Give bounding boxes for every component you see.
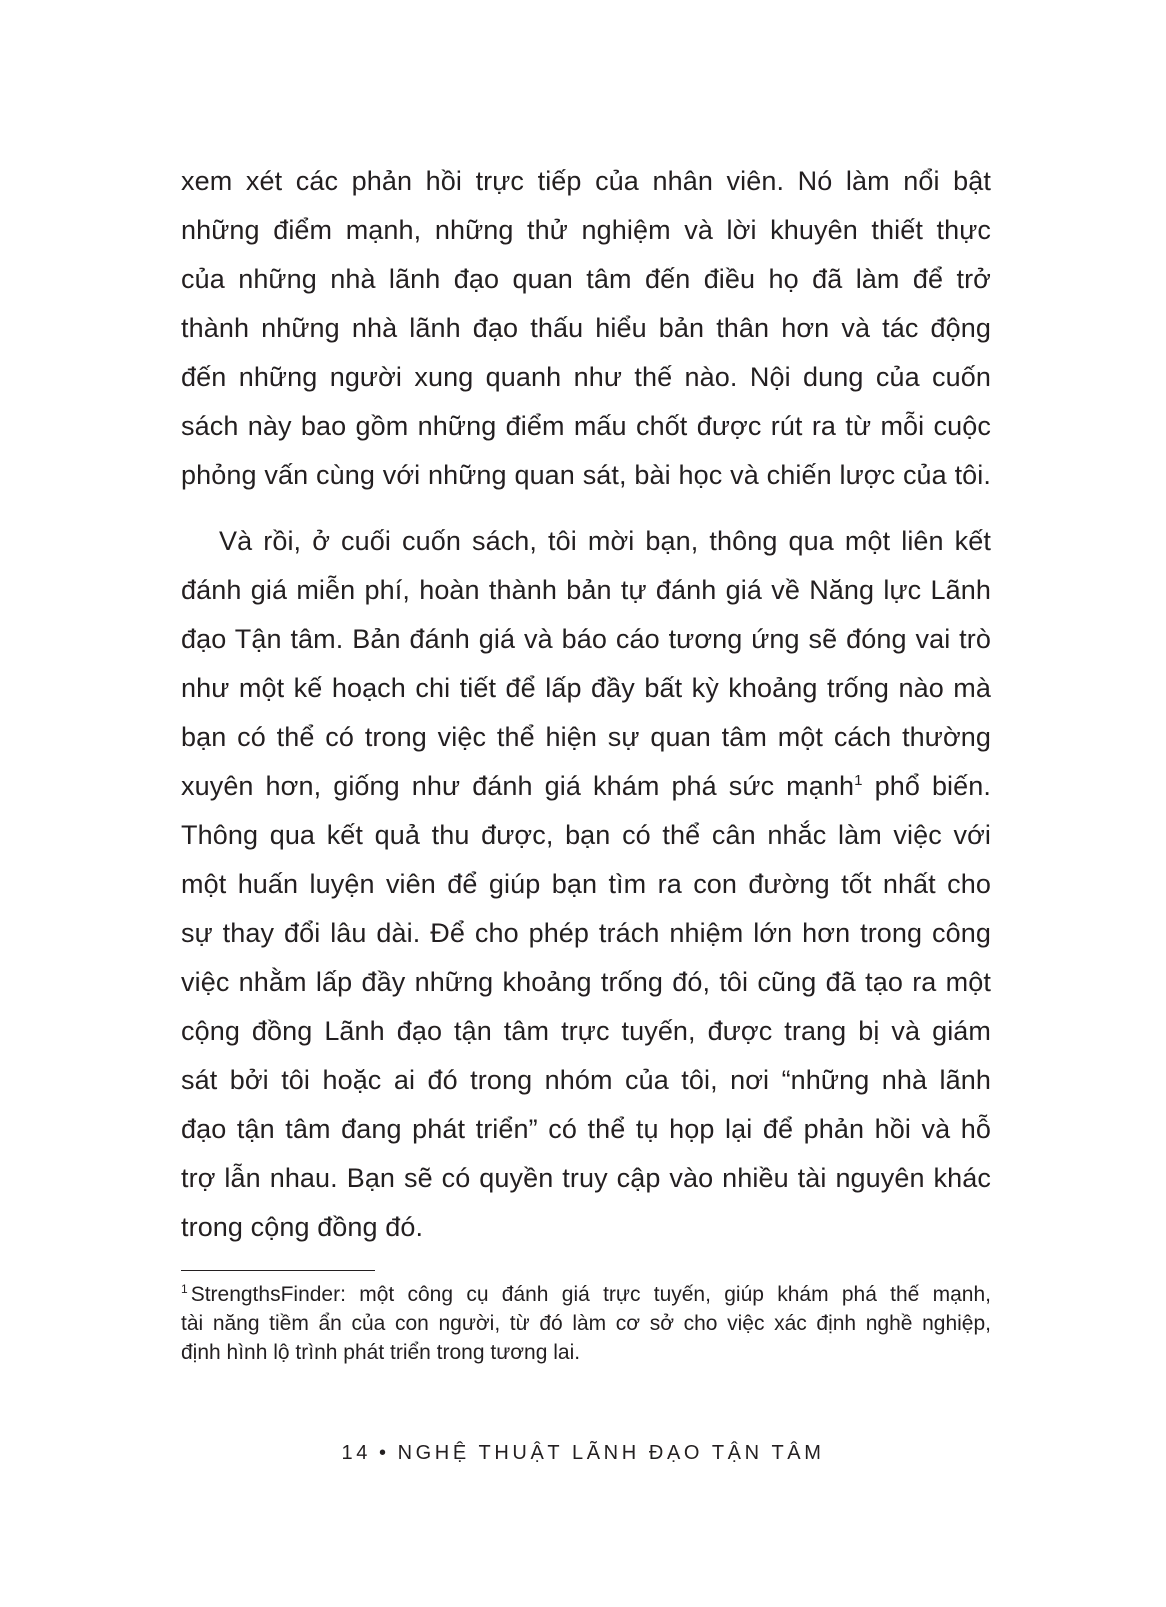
text-line-with-footnote-ref xyxy=(181,762,991,811)
footnote xyxy=(181,1280,991,1367)
paragraph-spacer xyxy=(181,500,991,517)
footnote-marker: 1 xyxy=(181,1282,188,1296)
page-footer xyxy=(0,1442,1166,1465)
text-line: cộng đồng Lãnh đạo tận tâm trực tuyến, được trang bị và giám xyxy=(181,1016,991,1046)
text-line: phỏng vấn cùng với những quan sát, bài học và chiến lược của tôi. xyxy=(181,460,991,490)
main-text xyxy=(181,157,991,1252)
footer-separator: • xyxy=(378,1442,390,1464)
text-line: những điểm mạnh, những thử nghiệm và lời khuyên thiết thực xyxy=(181,215,991,245)
text-fragment: xuyên hơn, giống như đánh giá khám phá sức mạnh xyxy=(181,771,855,801)
text-line: của những nhà lãnh đạo quan tâm đến điều họ đã làm để trở xyxy=(181,264,991,294)
footnote-divider xyxy=(181,1270,375,1271)
text-line: đạo Tận tâm. Bản đánh giá và báo cáo tương ứng sẽ đóng vai trò xyxy=(181,624,991,654)
text-line: một huấn luyện viên để giúp bạn tìm ra con đường tốt nhất cho xyxy=(181,869,991,899)
text-line: sách này bao gồm những điểm mấu chốt được rút ra từ mỗi cuộc xyxy=(181,411,991,441)
text-line: trong cộng đồng đó. xyxy=(181,1212,424,1242)
text-line: đạo tận tâm đang phát triển” có thể tụ họp lại để phản hồi và hỗ xyxy=(181,1114,991,1144)
text-line: trợ lẫn nhau. Bạn sẽ có quyền truy cập vào nhiều tài nguyên khác xyxy=(181,1163,991,1193)
text-line: sát bởi tôi hoặc ai đó trong nhóm của tôi, nơi “những nhà lãnh xyxy=(181,1065,991,1095)
text-line: đến những người xung quanh như thế nào. Nội dung của cuốn xyxy=(181,362,991,392)
book-title: NGHỆ THUẬT LÃNH ĐẠO TẬN TÂM xyxy=(397,1442,825,1464)
footnote-line xyxy=(181,1280,991,1309)
paragraph-2 xyxy=(181,517,991,1252)
footnote-text: StrengthsFinder: một công cụ đánh giá trực tuyến, giúp khám phá thế mạnh, xyxy=(190,1283,991,1306)
text-line: bạn có thể có trong việc thể hiện sự quan tâm một cách thường xyxy=(181,722,991,752)
footnote-line: định hình lộ trình phát triển trong tương lai. xyxy=(181,1341,581,1364)
text-line: Và rồi, ở cuối cuốn sách, tôi mời bạn, thông qua một liên kết xyxy=(219,526,991,556)
paragraph-1 xyxy=(181,157,991,500)
text-line: như một kế hoạch chi tiết để lấp đầy bất kỳ khoảng trống nào mà xyxy=(181,673,991,703)
text-line: Thông qua kết quả thu được, bạn có thể cân nhắc làm việc với xyxy=(181,820,991,850)
footnote-reference[interactable]: 1 xyxy=(854,772,863,789)
text-line: sự thay đổi lâu dài. Để cho phép trách nhiệm lớn hơn trong công xyxy=(181,918,991,948)
text-line: thành những nhà lãnh đạo thấu hiểu bản thân hơn và tác động xyxy=(181,313,991,343)
text-line: xem xét các phản hồi trực tiếp của nhân viên. Nó làm nổi bật xyxy=(181,166,991,196)
text-fragment: phổ biến. xyxy=(862,771,991,801)
text-line: đánh giá miễn phí, hoàn thành bản tự đánh giá về Năng lực Lãnh xyxy=(181,575,991,605)
footnote-line: tài năng tiềm ẩn của con người, từ đó làm cơ sở cho việc xác định nghề nghiệp, xyxy=(181,1312,991,1335)
text-line: việc nhằm lấp đầy những khoảng trống đó, tôi cũng đã tạo ra một xyxy=(181,967,991,997)
page-number: 14 xyxy=(341,1442,371,1464)
